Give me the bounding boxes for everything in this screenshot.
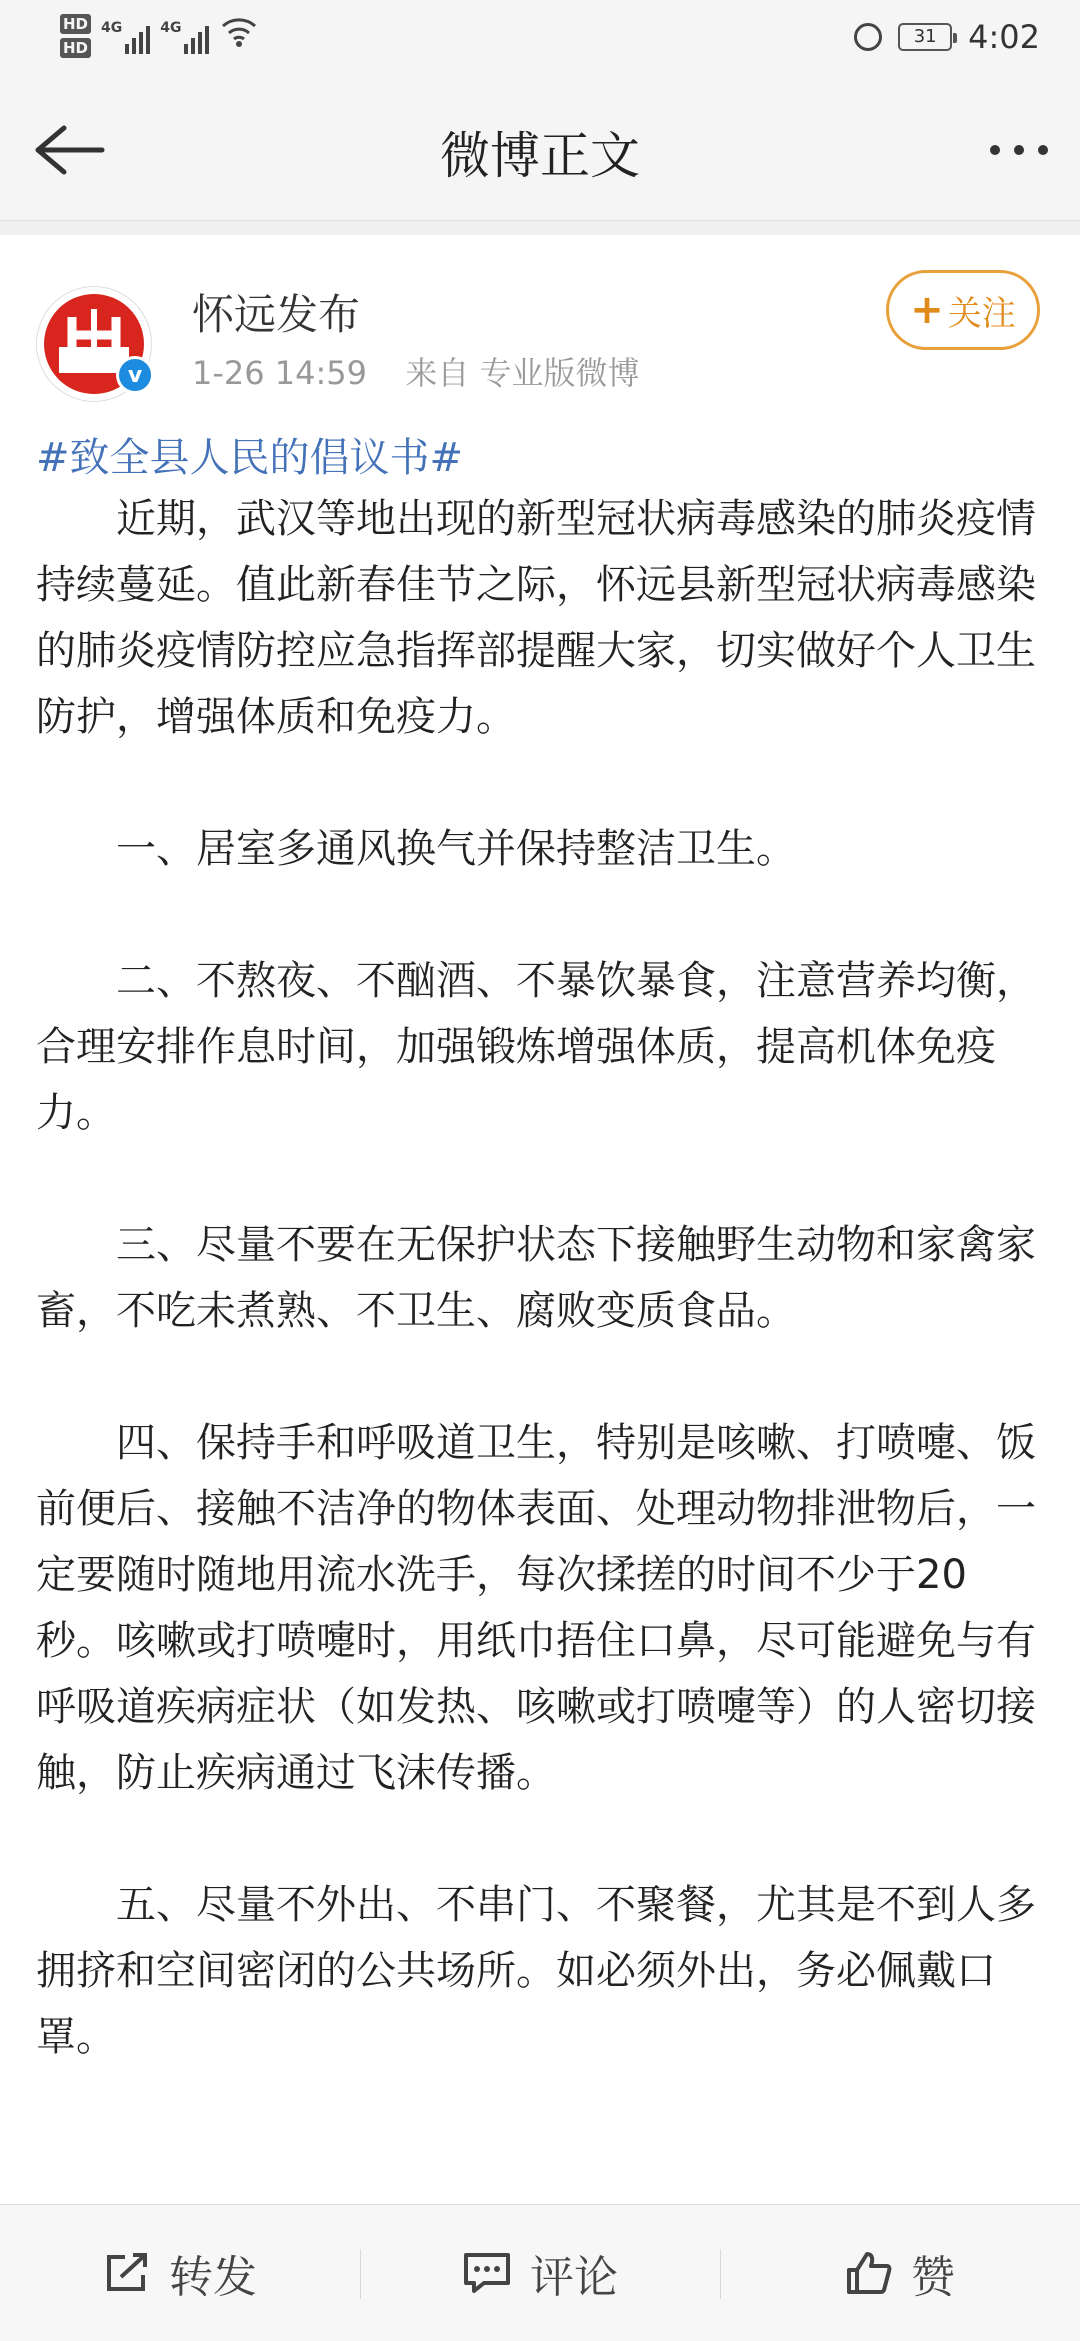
alarm-icon — [854, 23, 882, 51]
hd2-indicator: HD — [60, 38, 91, 58]
hd-indicators — [60, 14, 91, 58]
clock: 4:02 — [968, 18, 1040, 56]
paragraph-item-4: 四、保持手和呼吸道卫生，特别是咳嗽、打喷嚏、饭前便后、接触不洁净的物体表面、处理动物排泄物后，一定要随时随地用流水洗手，每次揉搓的时间不少于20秒。咳嗽或打喷嚏时，用纸巾捂住口鼻，尽可能避免与有呼吸道疾病症状（如发热、咳嗽或打喷嚏等）的人密切接触，防止疾病通过飞沫传播。 — [36, 1420, 1036, 1796]
page-title: 微博正文 — [440, 127, 640, 185]
repost-label: 转发 — [169, 2252, 257, 2303]
paragraph-item-1: 一、居室多通风换气并保持整洁卫生。 — [116, 826, 796, 872]
follow-label: 关注 — [947, 293, 1016, 334]
status-left — [60, 14, 259, 58]
verified-icon: v — [116, 356, 154, 394]
status-bar — [0, 0, 1080, 80]
comment-icon — [462, 2251, 512, 2295]
paragraph-intro: 近期，武汉等地出现的新型冠状病毒感染的肺炎疫情持续蔓延。值此新春佳节之际，怀远县新型冠状病毒感染的肺炎疫情防控应急指挥部提醒大家，切实做好个人卫生防护，增强体质和免疫力。 — [36, 496, 1036, 740]
comment-button[interactable] — [360, 2205, 720, 2341]
section-divider — [0, 221, 1080, 235]
network-type-1: 4G — [101, 20, 123, 36]
paragraph-item-2: 二、不熬夜、不酗酒、不暴饮暴食，注意营养均衡，合理安排作息时间，加强锻炼增强体质，提高机体免疫力。 — [36, 958, 1036, 1136]
signal-icon — [101, 14, 150, 54]
paragraph-item-3: 三、尽量不要在无保护状态下接触野生动物和家禽家畜，不吃未煮熟、不卫生、腐败变质食品。 — [36, 1222, 1036, 1334]
comment-label: 评论 — [530, 2252, 618, 2303]
signal-icon-2 — [160, 14, 209, 54]
hd1-indicator: HD — [60, 14, 91, 34]
like-icon — [845, 2250, 893, 2296]
author-name[interactable]: 怀远发布 — [192, 290, 361, 339]
status-right — [854, 18, 1040, 56]
network-type-2: 4G — [160, 20, 182, 36]
repost-button[interactable] — [0, 2205, 360, 2341]
plus-icon: + — [910, 287, 944, 333]
battery-icon: 31 — [898, 23, 952, 51]
like-button[interactable] — [720, 2205, 1080, 2341]
hashtag-link[interactable]: #致全县人民的倡议书# — [36, 435, 464, 481]
wifi-icon — [219, 14, 259, 48]
bottom-action-bar — [0, 2204, 1080, 2341]
post-time: 1-26 14:59 — [192, 354, 368, 392]
post-source: 来自 专业版微博 — [405, 354, 640, 392]
post-body — [36, 486, 1046, 2070]
share-icon — [103, 2251, 151, 2295]
follow-button[interactable] — [886, 270, 1040, 350]
paragraph-item-5: 五、尽量不外出、不串门、不聚餐，尤其是不到人多拥挤和空间密闭的公共场所。如必须外出，务必佩戴口罩。 — [36, 1882, 1036, 2060]
more-icon[interactable] — [968, 130, 1048, 170]
top-nav-bar — [0, 80, 1080, 221]
like-label: 赞 — [911, 2252, 955, 2303]
post-meta — [192, 348, 640, 394]
